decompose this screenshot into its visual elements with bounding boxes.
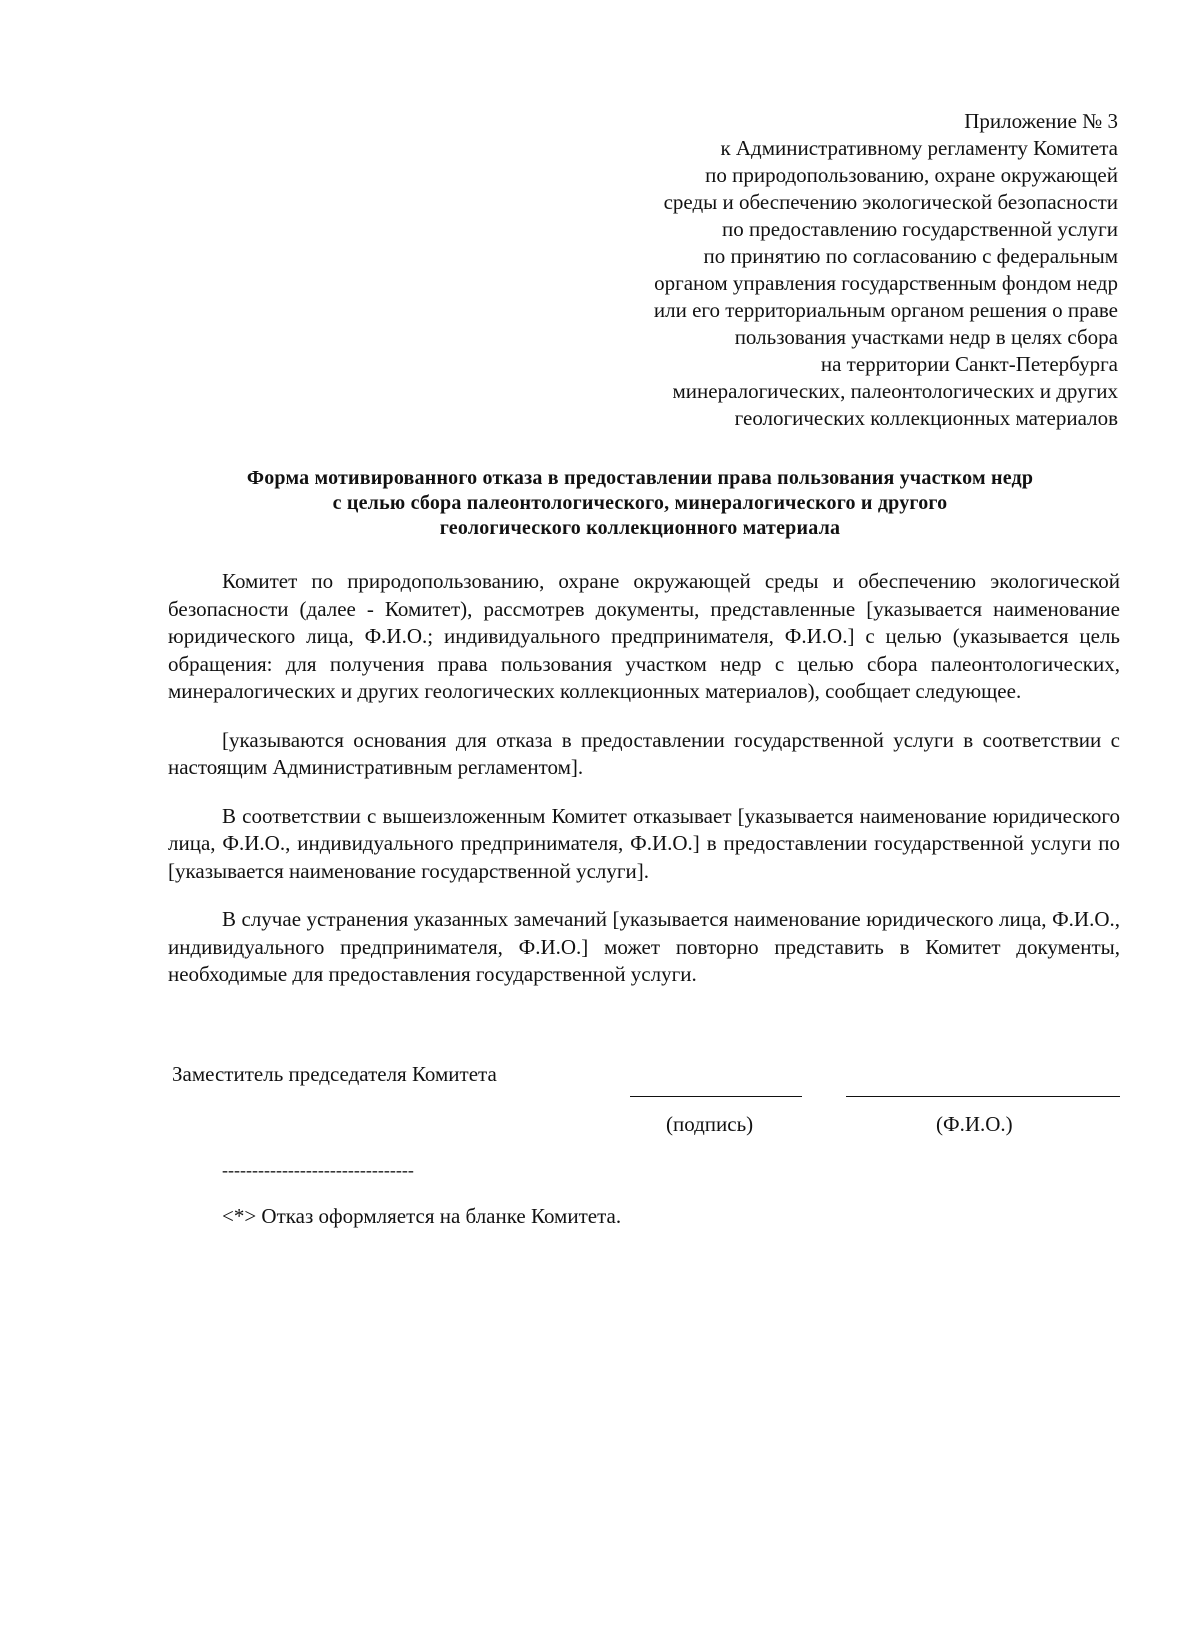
signature-block: [172, 1062, 1120, 1142]
form-title-line: Форма мотивированного отказа в предоставлении права пользования участком недр: [246, 467, 1034, 489]
appendix-line: среды и обеспечению экологической безопасности: [663, 190, 1118, 214]
appendix-line: к Административному регламенту Комитета: [720, 136, 1118, 160]
form-title-line: с целью сбора палеонтологического, минералогического и другого: [332, 492, 948, 514]
appendix-line: или его территориальным органом решения о праве: [653, 298, 1118, 322]
footnote-text: <*> Отказ оформляется на бланке Комитета.: [222, 1204, 622, 1228]
signature-caption: (подпись): [666, 1112, 754, 1136]
signatory-position: Заместитель председателя Комитета: [172, 1062, 497, 1086]
appendix-line: минералогических, палеонтологических и других: [672, 379, 1118, 403]
body-paragraph: В случае устранения указанных замечаний [указывается наименование юридического лица, Ф.И.О., индивидуального предпринимателя, Ф.И.О.] может повторно представить в Комитет документы, необходимые для предоставления государственной услуги.: [168, 907, 1120, 986]
document-body: [168, 568, 1120, 1010]
appendix-line: по природопользованию, охране окружающей: [705, 163, 1118, 187]
appendix-line: пользования участками недр в целях сбора: [734, 325, 1118, 349]
fio-caption: (Ф.И.О.): [936, 1112, 1013, 1136]
appendix-line: по предоставлению государственной услуги: [722, 217, 1118, 241]
footnote-divider: --------------------------------: [222, 1160, 414, 1180]
form-title: [160, 466, 1120, 541]
body-paragraph: В соответствии с вышеизложенным Комитет отказывает [указывается наименование юридического лица, Ф.И.О., индивидуального предпринимателя, Ф.И.О.] в предоставлении государственной услуги по [указывается наименование государственной услуги].: [168, 803, 1120, 883]
appendix-line: органом управления государственным фондом недр: [654, 271, 1118, 295]
body-paragraph: [указываются основания для отказа в предоставлении государственной услуги в соответствии с настоящим Административным регламентом].: [168, 727, 1120, 779]
appendix-line: по принятию по согласованию с федеральным: [703, 244, 1118, 268]
appendix-line: Приложение № 3: [964, 109, 1118, 133]
form-title-line: геологического коллекционного материала: [439, 517, 841, 539]
appendix-line: геологических коллекционных материалов: [734, 406, 1118, 430]
signature-line: [630, 1096, 802, 1097]
appendix-line: на территории Санкт-Петербурга: [820, 352, 1118, 376]
appendix-header: [498, 108, 1118, 432]
body-paragraph: Комитет по природопользованию, охране окружающей среды и обеспечению экологической безопасности (далее - Комитет), рассмотрев документы, представленные [указывается наименование юридического лица, Ф.И.О.; индивидуального предпринимателя, Ф.И.О.] с целью (указывается цель обращения: для получения права пользования участком недр с целью сбора палеонтологических, минералогических и других геологических коллекционных материалов), сообщает следующее.: [168, 569, 1120, 703]
fio-line: [846, 1096, 1120, 1097]
